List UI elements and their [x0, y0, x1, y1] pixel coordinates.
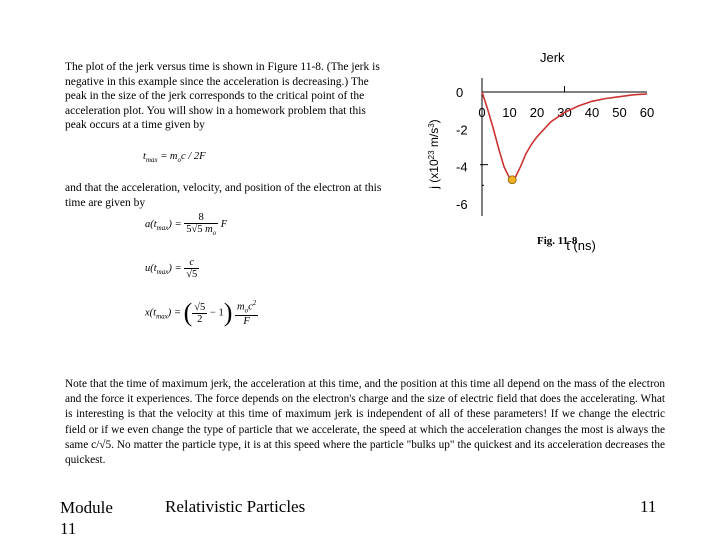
equation-tmax: $t_{max} = m_oc / 2F$ [143, 151, 206, 165]
x-tick-label: 60 [639, 105, 655, 120]
chart-title: Jerk [540, 50, 565, 65]
equation-velocity: $u(t_{max})$ = $\frac{c}{√5}$ [145, 257, 198, 280]
fraction-sqrt5-over-2: $\frac{√5}{2}$ [194, 301, 206, 325]
footer-page-number: 11 [640, 497, 657, 516]
peak-marker [508, 176, 516, 184]
paragraph-intro: The plot of the jerk versus time is shown in Figure 11-8. (The jerk is negative in this example since the acceleration is decreasing.) The peak in the size of the jerk corresponds to the critical point of the acceleration plot. You will show in a homework problem that this peak occurs at a time given by [65, 61, 380, 131]
figure-caption: Fig. 11-8 [537, 235, 578, 247]
footer-module: Module 11 [60, 498, 113, 538]
fraction-mc2-over-f: $\frac{m_oc^2}{F}$ [237, 299, 257, 327]
x-tick-label: 20 [529, 105, 545, 120]
x-axis-label: t (ns) [566, 238, 596, 253]
y-tick-label: -2 [456, 122, 468, 138]
x-tick-label: 10 [502, 105, 517, 120]
x-tick-label: 0 [478, 105, 486, 120]
y-tick-label: -6 [456, 197, 468, 212]
fraction-accel: $\frac{8}{5√5 m_o}$ [186, 212, 217, 238]
y-tick-label: 0 [456, 85, 464, 100]
equation-position: $x(t_{max})$ = ( $\frac{√5}{2}$ − 1) $\frac{m_oc^2}{F}$ [145, 298, 257, 327]
equation-acceleration: $a(t_{max})$ = $\frac{8}{5√5 m_o}$ F [145, 212, 228, 238]
paragraph-discussion: Note that the time of maximum jerk, the acceleration at this time, and the position at this time all depend on the mass of the electron and the force it experiences. The force depends on the electron's charge and the size of electric field that does the accelerating. What is interesting is that the velocity at this time of maximum jerk is independent of all of these parameters! If we change the electric field or if we even change the type of particle that we accelerate, the speed at which the acceleration changes the most is always the same c/√5. No matter the particle type, it is at this speed where the particle "bulks up" the quickest and its acceleration decreases the quickest. [65, 378, 665, 467]
footer-title: Relativistic Particles [165, 497, 306, 516]
y-axis-label: j ($x10^{23}$ $m/s^3$) [426, 119, 441, 189]
fraction-velocity: $\frac{c}{√5}$ [186, 257, 198, 280]
x-tick-label: 40 [584, 105, 600, 120]
x-tick-label: 50 [612, 105, 627, 120]
paragraph-results: and that the acceleration, velocity, and position of the electron at this time are given by [65, 182, 382, 209]
x-tick-label: 30 [557, 105, 572, 120]
y-tick-label: -4 [456, 159, 468, 175]
